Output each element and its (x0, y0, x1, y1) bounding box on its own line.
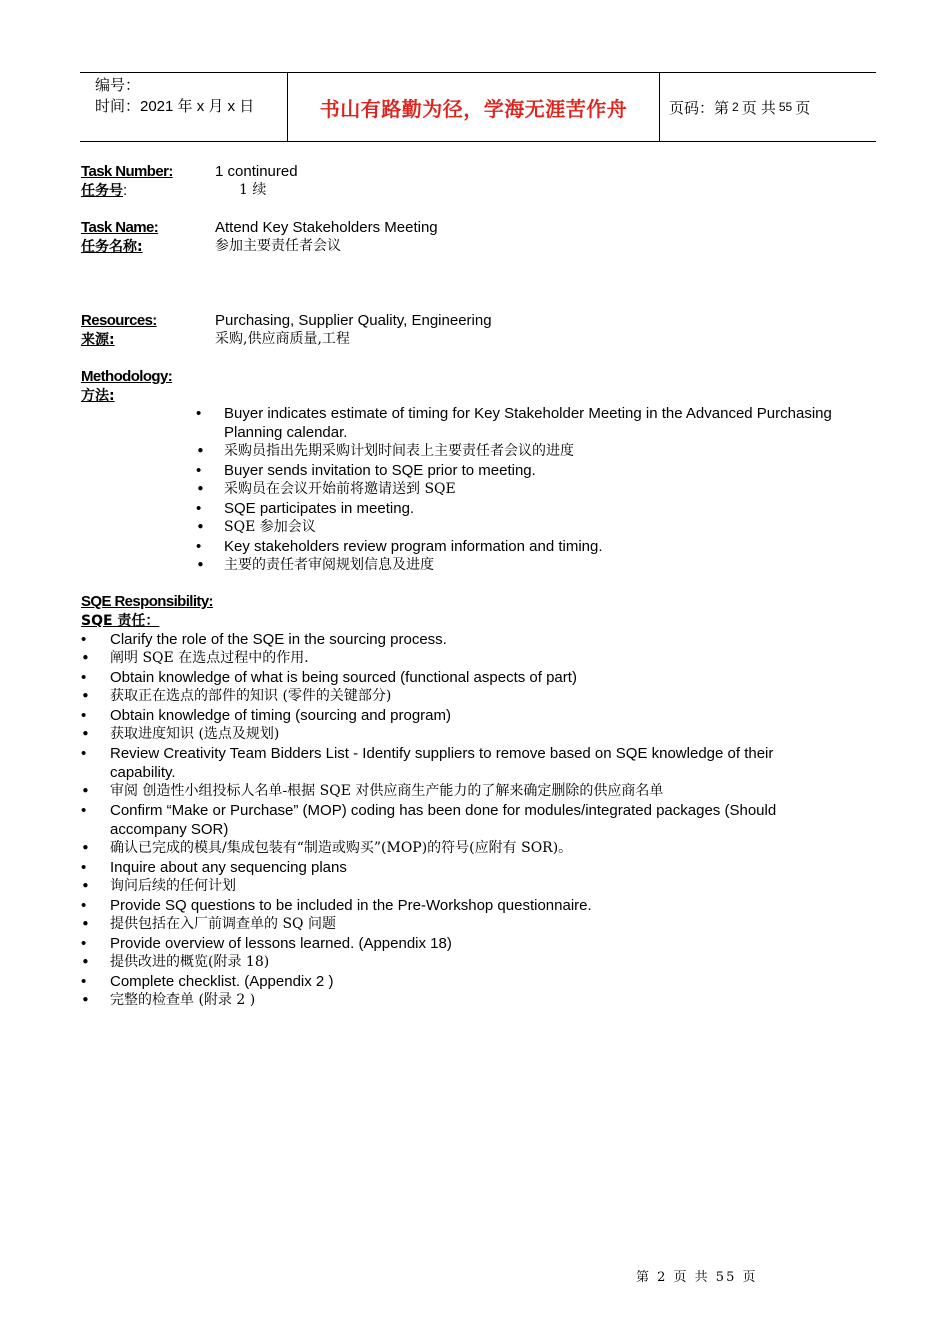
header-page-total: 55 (778, 100, 793, 114)
task-name-value-cn: 参加主要责任者会议 (215, 238, 341, 254)
list-item: • 完整的检查单 (附录 2 ) (81, 991, 841, 1010)
header-page-mid: 页 共 (741, 99, 776, 117)
task-number-value-en: 1 continured (215, 163, 298, 180)
list-item: • 获取进度知识 (选点及规划) (81, 725, 841, 744)
list-item: • Buyer indicates estimate of timing for Key Stakeholder Meeting in the Advanced Purchasing Planning calendar. (196, 404, 886, 442)
list-item: • 提供改进的概览(附录 18) (81, 953, 841, 972)
list-item: • SQE participates in meeting. (196, 499, 886, 518)
list-item: • Review Creativity Team Bidders List - Identify suppliers to remove based on SQE knowledge of their capability. (81, 744, 841, 782)
header-page-current: 2 (732, 100, 739, 114)
list-item: • 审阅 创造性小组投标人名单-根据 SQE 对供应商生产能力的了解来确定删除的供应商名单 (81, 782, 841, 801)
task-number-label-en: Task Number: (81, 163, 173, 180)
resources-value-cn: 采购,供应商质量,工程 (215, 331, 350, 347)
header-page-prefix: 页码：第 (669, 99, 730, 117)
list-item: • Confirm “Make or Purchase” (MOP) coding has been done for modules/integrated packages (Should accompany SOR) (81, 801, 841, 839)
list-item: • 采购员指出先期采购计划时间表上主要责任者会议的进度 (196, 442, 886, 461)
list-item: • Buyer sends invitation to SQE prior to meeting. (196, 461, 886, 480)
task-name-value-en: Attend Key Stakeholders Meeting (215, 219, 438, 236)
task-number-label-cn: 任务号: (81, 182, 128, 199)
header-motto: 书山有路勤为径，学海无涯苦作舟 (319, 96, 628, 121)
task-number-value-cn: 1 续 (239, 182, 267, 198)
task-name-label-cn: 任务名称: (81, 239, 143, 255)
list-item: • 提供包括在入厂前调查单的 SQ 问题 (81, 915, 841, 934)
list-item: • 确认已完成的模具/集成包装有“制造或购买”(MOP)的符号(应附有 SOR)。 (81, 839, 841, 858)
list-item: • Obtain knowledge of timing (sourcing and program) (81, 706, 841, 725)
resources-label-en: Resources: (81, 312, 157, 329)
header-page-suffix: 页 (795, 99, 811, 117)
list-item: • 阐明 SQE 在选点过程中的作用. (81, 649, 841, 668)
list-item: • Clarify the role of the SQE in the sourcing process. (81, 630, 841, 649)
page-header (80, 72, 876, 142)
sqe-responsibility-list (81, 630, 841, 1010)
header-time-label: 时间：2021 年 x 月 x 日 (95, 98, 255, 115)
list-item: • Provide overview of lessons learned. (Appendix 18) (81, 934, 841, 953)
methodology-label-en: Methodology: (81, 368, 173, 385)
list-item: • SQE 参加会议 (196, 518, 886, 537)
list-item: • Provide SQ questions to be included in the Pre-Workshop questionnaire. (81, 896, 841, 915)
list-item: • Key stakeholders review program information and timing. (196, 537, 886, 556)
sqe-responsibility-label-cn: SQE 责任： (81, 613, 160, 629)
methodology-list (196, 404, 886, 575)
page-footer: 第 2 页 共 55 页 (636, 1270, 758, 1285)
resources-value-en: Purchasing, Supplier Quality, Engineering (215, 312, 492, 329)
list-item: • 询问后续的任何计划 (81, 877, 841, 896)
task-name-label-en: Task Name: (81, 219, 159, 236)
header-info-cell (80, 73, 287, 141)
header-page-cell (660, 73, 876, 141)
list-item: • 主要的责任者审阅规划信息及进度 (196, 556, 886, 575)
header-number-label: 编号： (95, 77, 141, 94)
header-motto-cell (287, 73, 660, 141)
list-item: • 获取正在选点的部件的知识 (零件的关键部分) (81, 687, 841, 706)
methodology-label-cn: 方法: (81, 388, 115, 404)
list-item: • Obtain knowledge of what is being sourced (functional aspects of part) (81, 668, 841, 687)
list-item: • 采购员在会议开始前将邀请送到 SQE (196, 480, 886, 499)
resources-label-cn: 来源: (81, 332, 115, 348)
sqe-responsibility-label-en: SQE Responsibility: (81, 593, 213, 610)
list-item: • Complete checklist. (Appendix 2 ) (81, 972, 841, 991)
list-item: • Inquire about any sequencing plans (81, 858, 841, 877)
